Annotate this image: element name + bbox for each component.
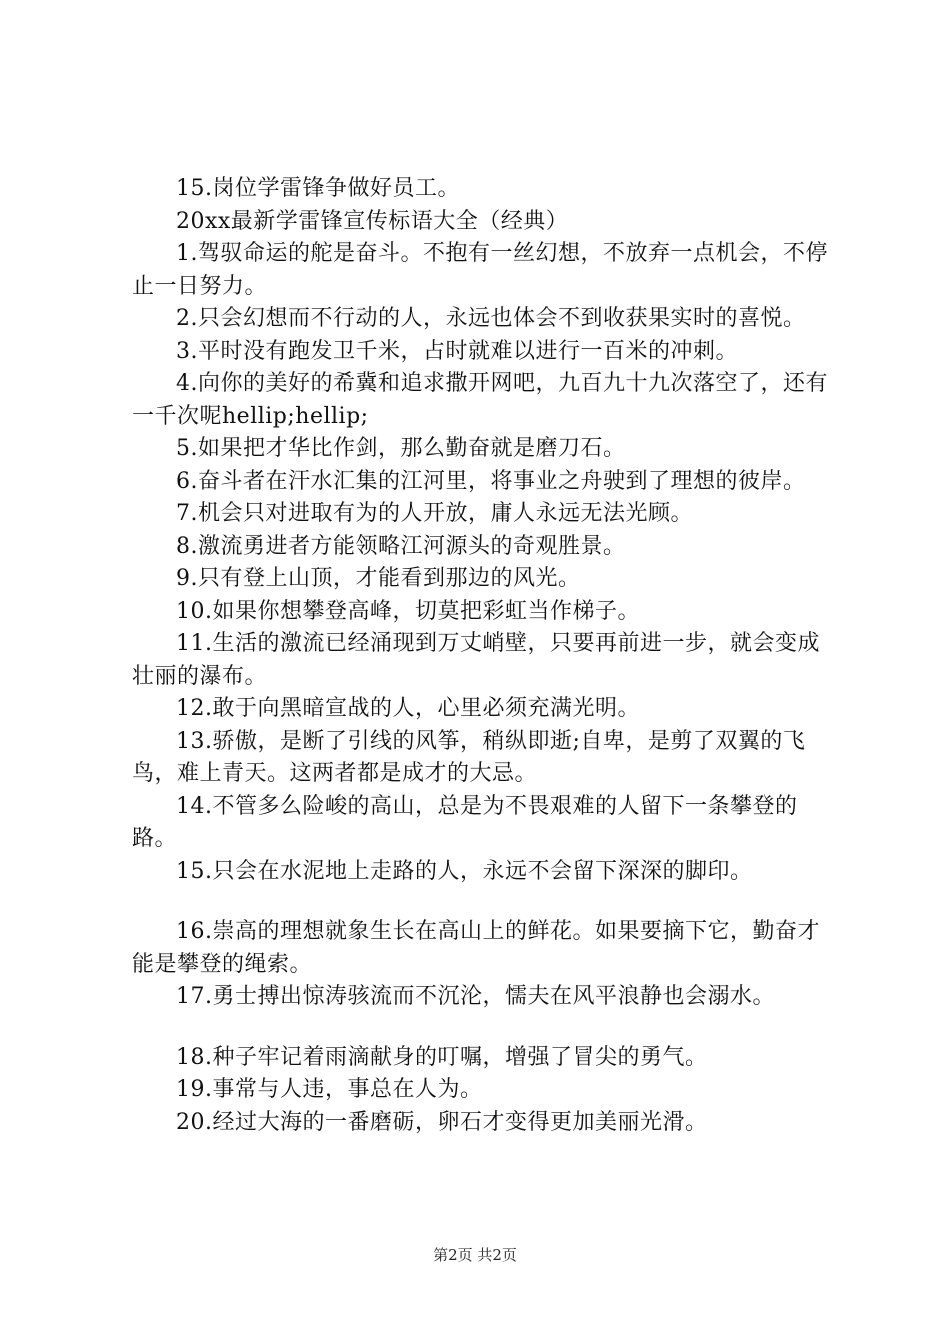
slogan-3: 3.平时没有跑发卫千米，占时就难以进行一百米的冲刺。 bbox=[176, 338, 738, 364]
paragraph-1: 15.岗位学雷锋争做好员工。 bbox=[176, 176, 460, 201]
slogan-20: 20.经过大海的一番磨砺，卵石才变得更加美丽光滑。 bbox=[176, 1109, 708, 1135]
slogan-16: 16.崇高的理想就象生长在高山上的鲜花。如果要摘下它，勤奋才能是攀登的绳索。 bbox=[132, 919, 820, 977]
slogan-8: 8.激流勇进者方能领略江河源头的奇观胜景。 bbox=[176, 533, 626, 559]
slogan-15: 15.只会在水泥地上走路的人，永远不会留下深深的脚印。 bbox=[176, 858, 753, 884]
section-heading: 20xx最新学雷锋宣传标语大全（经典） bbox=[176, 208, 569, 234]
slogan-6: 6.奋斗者在汗水汇集的江河里，将事业之舟驶到了理想的彼岸。 bbox=[176, 468, 806, 494]
slogan-5: 5.如果把才华比作剑，那么勤奋就是磨刀石。 bbox=[176, 436, 626, 461]
slogan-12: 12.敢于向黑暗宣战的人，心里必须充满光明。 bbox=[176, 696, 640, 721]
slogan-4: 4.向你的美好的希冀和追求撒开网吧，九百九十九次落空了，还有一千次呢hellip;hellip; bbox=[132, 371, 828, 429]
paragraph-gap bbox=[132, 1014, 842, 1042]
document-body bbox=[132, 173, 842, 1139]
slogan-11: 11.生活的激流已经涌现到万丈峭壁，只要再前进一步，就会变成壮丽的瀑布。 bbox=[132, 631, 820, 689]
page-number-footer: 第2页 共2页 bbox=[433, 1246, 517, 1264]
paragraph-gap bbox=[132, 888, 842, 916]
slogan-7: 7.机会只对进取有为的人开放，庸人永远无法光顾。 bbox=[176, 501, 693, 526]
slogan-1: 1.驾驭命运的舵是奋斗。不抱有一丝幻想，不放弃一点机会，不停止一日努力。 bbox=[132, 241, 828, 299]
slogan-19: 19.事常与人违，事总在人为。 bbox=[176, 1077, 483, 1102]
slogan-14: 14.不管多么险峻的高山，总是为不畏艰难的人留下一条攀登的路。 bbox=[132, 793, 798, 851]
slogan-18: 18.种子牢记着雨滴献身的叮嘱，增强了冒尖的勇气。 bbox=[176, 1044, 708, 1070]
slogan-2: 2.只会幻想而不行动的人，永远也体会不到收获果实时的喜悦。 bbox=[176, 306, 806, 331]
slogan-9: 9.只有登上山顶，才能看到那边的风光。 bbox=[176, 566, 581, 591]
slogan-17: 17.勇士搏出惊涛骇流而不沉沦，懦夫在风平浪静也会溺水。 bbox=[176, 984, 775, 1009]
slogan-13: 13.骄傲，是断了引线的风筝，稍纵即逝;自卑，是剪了双翼的飞鸟，难上青天。这两者都是成才的大忌。 bbox=[132, 728, 806, 786]
slogan-10: 10.如果你想攀登高峰，切莫把彩虹当作梯子。 bbox=[176, 598, 640, 624]
